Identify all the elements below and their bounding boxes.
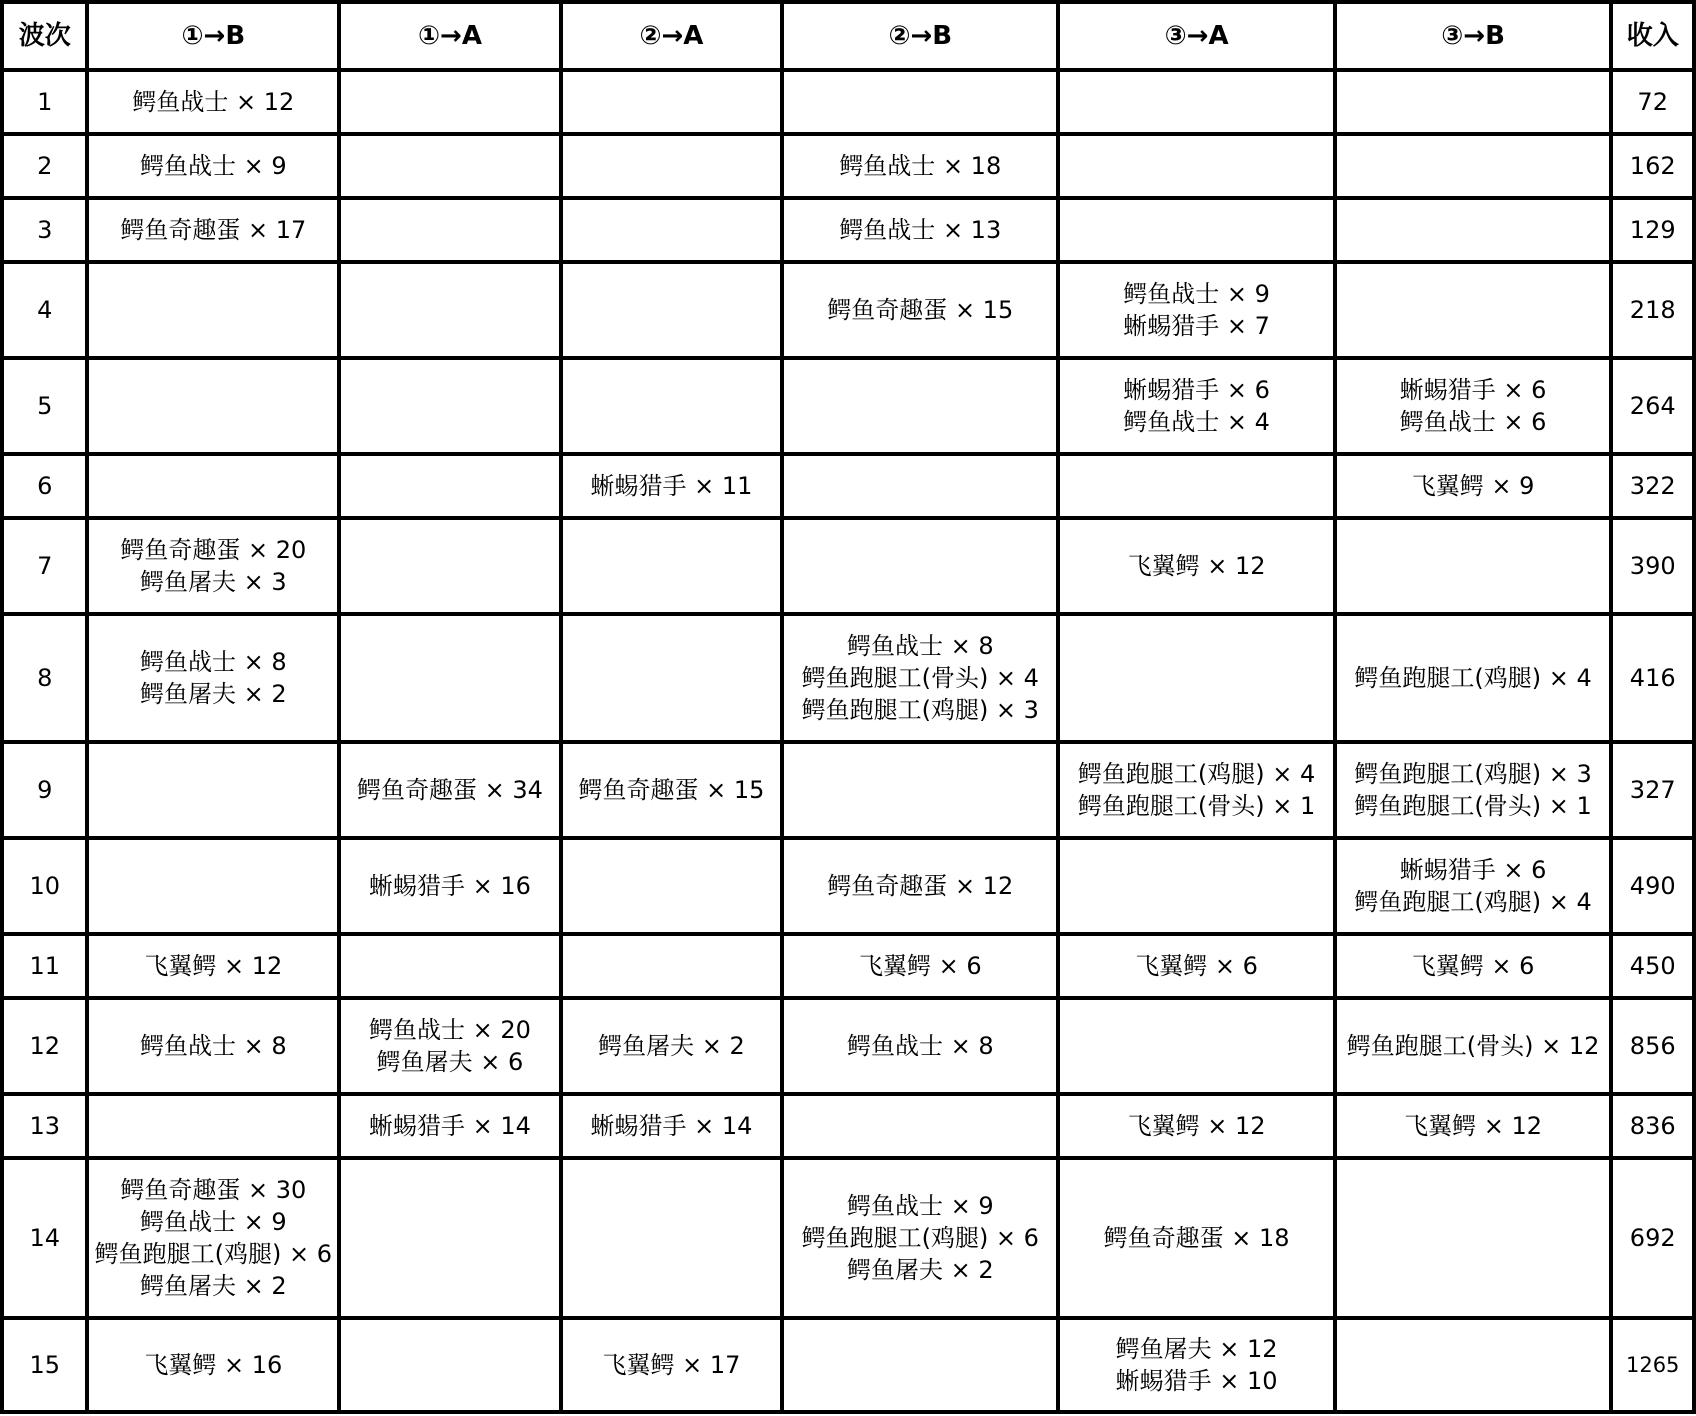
cell-col-3-b — [1335, 70, 1612, 134]
enemy-entry: 鳄鱼战士 × 8 — [140, 648, 287, 676]
enemy-entry: 鳄鱼跑腿工(骨头) × 1 — [1354, 792, 1592, 820]
table-row — [2, 742, 1694, 838]
cell-col-3-b — [1335, 262, 1612, 358]
enemy-entry: 鳄鱼屠夫 × 2 — [846, 1256, 994, 1284]
cell-col-2-b — [782, 1158, 1058, 1318]
cell-col-1-b — [87, 742, 339, 838]
enemy-entry: 鳄鱼奇趣蛋 × 17 — [120, 216, 307, 244]
income-value: 490 — [1611, 838, 1694, 934]
cell-col-2-b — [782, 454, 1058, 518]
enemy-entry: 蜥蜴猎手 × 6 — [1123, 376, 1270, 404]
enemy-entry: 鳄鱼屠夫 × 2 — [598, 1032, 745, 1060]
income-value: 856 — [1611, 998, 1694, 1094]
enemy-entry: 鳄鱼战士 × 9 — [140, 152, 287, 180]
income-value: 162 — [1611, 134, 1694, 198]
enemy-entry: 鳄鱼跑腿工(鸡腿) × 4 — [1354, 664, 1592, 692]
cell-col-3-b — [1335, 134, 1612, 198]
cell-col-1-a — [339, 198, 560, 262]
header-col-2-a: ②→A — [561, 2, 782, 70]
cell-col-1-b — [87, 1158, 339, 1318]
table-row — [2, 934, 1694, 998]
enemy-entry: 鳄鱼战士 × 18 — [839, 152, 1002, 180]
cell-col-1-a — [339, 1318, 560, 1412]
income-value: 322 — [1611, 454, 1694, 518]
wave-number: 11 — [2, 934, 87, 998]
cell-col-1-a — [339, 838, 560, 934]
table-row — [2, 262, 1694, 358]
enemy-entry: 鳄鱼跑腿工(鸡腿) × 4 — [1354, 888, 1592, 916]
income-value: 390 — [1611, 518, 1694, 614]
cell-col-2-b — [782, 134, 1058, 198]
enemy-entry: 鳄鱼战士 × 6 — [1399, 408, 1547, 436]
enemy-entry: 蜥蜴猎手 × 6 — [1399, 376, 1547, 404]
cell-col-3-a — [1058, 454, 1334, 518]
enemy-entry: 鳄鱼跑腿工(鸡腿) × 6 — [801, 1224, 1039, 1252]
enemy-entry: 飞翼鳄 × 16 — [144, 1351, 283, 1379]
cell-col-2-a — [561, 518, 782, 614]
enemy-entry: 飞翼鳄 × 6 — [1135, 952, 1258, 980]
table-body — [2, 70, 1694, 1412]
enemy-entry: 鳄鱼奇趣蛋 × 15 — [578, 776, 765, 804]
table-row — [2, 614, 1694, 742]
table-row — [2, 1094, 1694, 1158]
cell-col-1-b — [87, 518, 339, 614]
cell-col-2-b — [782, 934, 1058, 998]
cell-col-1-a — [339, 358, 560, 454]
enemy-entry: 鳄鱼屠夫 × 2 — [140, 1272, 287, 1300]
cell-col-2-a — [561, 1158, 782, 1318]
cell-col-3-b — [1335, 838, 1612, 934]
cell-col-1-a — [339, 998, 560, 1094]
cell-col-3-b — [1335, 934, 1612, 998]
enemy-entry: 蜥蜴猎手 × 7 — [1123, 312, 1270, 340]
wave-number: 7 — [2, 518, 87, 614]
enemy-entry: 鳄鱼战士 × 12 — [132, 88, 295, 116]
enemy-entry: 鳄鱼奇趣蛋 × 34 — [357, 776, 543, 804]
enemy-entry: 鳄鱼战士 × 8 — [846, 1032, 994, 1060]
cell-col-1-b — [87, 1318, 339, 1412]
enemy-entry: 鳄鱼跑腿工(鸡腿) × 6 — [94, 1240, 333, 1268]
enemy-entry: 飞翼鳄 × 12 — [1404, 1112, 1543, 1140]
enemy-entry: 蜥蜴猎手 × 6 — [1399, 856, 1547, 884]
enemy-entry: 蜥蜴猎手 × 14 — [590, 1112, 753, 1140]
table-row — [2, 358, 1694, 454]
cell-col-2-b — [782, 838, 1058, 934]
wave-number: 13 — [2, 1094, 87, 1158]
wave-number: 6 — [2, 454, 87, 518]
cell-col-3-a — [1058, 934, 1334, 998]
cell-col-1-b — [87, 998, 339, 1094]
table-row — [2, 1318, 1694, 1412]
cell-col-1-a — [339, 742, 560, 838]
cell-col-2-a — [561, 614, 782, 742]
cell-col-3-b — [1335, 1094, 1612, 1158]
enemy-entry: 鳄鱼奇趣蛋 × 30 — [120, 1176, 307, 1204]
income-value: 692 — [1611, 1158, 1694, 1318]
cell-col-2-b — [782, 1094, 1058, 1158]
enemy-entry: 飞翼鳄 × 17 — [602, 1351, 741, 1379]
income-value: 72 — [1611, 70, 1694, 134]
cell-col-3-a — [1058, 742, 1334, 838]
cell-col-3-a — [1058, 1158, 1334, 1318]
enemy-entry: 鳄鱼战士 × 8 — [846, 632, 994, 660]
cell-col-3-a — [1058, 838, 1334, 934]
income-value: 416 — [1611, 614, 1694, 742]
enemy-entry: 鳄鱼战士 × 13 — [839, 216, 1002, 244]
enemy-entry: 鳄鱼跑腿工(鸡腿) × 3 — [1354, 760, 1592, 788]
cell-col-3-a — [1058, 998, 1334, 1094]
cell-col-2-b — [782, 358, 1058, 454]
enemy-entry: 鳄鱼战士 × 9 — [846, 1192, 994, 1220]
table-row — [2, 198, 1694, 262]
enemy-entry: 鳄鱼战士 × 9 — [1123, 280, 1270, 308]
cell-col-2-b — [782, 518, 1058, 614]
cell-col-2-b — [782, 742, 1058, 838]
enemy-entry: 飞翼鳄 × 12 — [1127, 1112, 1266, 1140]
cell-col-2-b — [782, 262, 1058, 358]
cell-col-1-b — [87, 262, 339, 358]
enemy-entry: 鳄鱼跑腿工(鸡腿) × 3 — [801, 696, 1039, 724]
enemy-entry: 鳄鱼奇趣蛋 × 15 — [827, 296, 1014, 324]
cell-col-3-b — [1335, 1158, 1612, 1318]
wave-number: 10 — [2, 838, 87, 934]
cell-col-1-b — [87, 934, 339, 998]
income-value: 218 — [1611, 262, 1694, 358]
enemy-entry: 鳄鱼跑腿工(鸡腿) × 4 — [1077, 760, 1316, 788]
cell-col-3-b — [1335, 742, 1612, 838]
cell-col-3-a — [1058, 358, 1334, 454]
enemy-entry: 飞翼鳄 × 6 — [1411, 952, 1535, 980]
enemy-entry: 蜥蜴猎手 × 11 — [590, 472, 753, 500]
cell-col-3-b — [1335, 998, 1612, 1094]
cell-col-3-a — [1058, 262, 1334, 358]
wave-number: 9 — [2, 742, 87, 838]
wave-number: 14 — [2, 1158, 87, 1318]
header-row — [2, 2, 1694, 70]
cell-col-3-b — [1335, 1318, 1612, 1412]
enemy-entry: 鳄鱼屠夫 × 2 — [140, 680, 287, 708]
cell-col-2-a — [561, 262, 782, 358]
cell-col-1-b — [87, 1094, 339, 1158]
wave-number: 3 — [2, 198, 87, 262]
enemy-entry: 飞翼鳄 × 12 — [144, 952, 283, 980]
wave-number: 1 — [2, 70, 87, 134]
enemy-entry: 鳄鱼战士 × 4 — [1123, 408, 1270, 436]
enemy-entry: 鳄鱼奇趣蛋 × 20 — [120, 536, 307, 564]
cell-col-3-a — [1058, 518, 1334, 614]
cell-col-1-b — [87, 134, 339, 198]
cell-col-1-b — [87, 198, 339, 262]
table-row — [2, 518, 1694, 614]
enemy-entry: 鳄鱼奇趣蛋 × 18 — [1103, 1224, 1290, 1252]
header-income: 收入 — [1611, 2, 1694, 70]
cell-col-1-a — [339, 454, 560, 518]
cell-col-1-a — [339, 70, 560, 134]
header-col-1-a: ①→A — [339, 2, 560, 70]
cell-col-3-a — [1058, 134, 1334, 198]
enemy-entry: 鳄鱼战士 × 9 — [140, 1208, 287, 1236]
table-row — [2, 70, 1694, 134]
cell-col-1-b — [87, 454, 339, 518]
enemy-entry: 鳄鱼跑腿工(骨头) × 12 — [1346, 1032, 1600, 1060]
enemy-entry: 鳄鱼战士 × 8 — [140, 1032, 287, 1060]
wave-number: 8 — [2, 614, 87, 742]
table-row — [2, 1158, 1694, 1318]
cell-col-2-a — [561, 358, 782, 454]
income-value: 264 — [1611, 358, 1694, 454]
enemy-entry: 飞翼鳄 × 9 — [1411, 472, 1535, 500]
cell-col-2-b — [782, 614, 1058, 742]
cell-col-3-a — [1058, 198, 1334, 262]
cell-col-2-b — [782, 70, 1058, 134]
cell-col-2-a — [561, 70, 782, 134]
header-wave: 波次 — [2, 2, 87, 70]
cell-col-2-b — [782, 998, 1058, 1094]
wave-number: 12 — [2, 998, 87, 1094]
header-col-3-a: ③→A — [1058, 2, 1334, 70]
cell-col-3-a — [1058, 70, 1334, 134]
enemy-entry: 蜥蜴猎手 × 14 — [369, 1112, 531, 1140]
cell-col-2-a — [561, 134, 782, 198]
cell-col-3-a — [1058, 1318, 1334, 1412]
cell-col-2-a — [561, 838, 782, 934]
cell-col-2-a — [561, 198, 782, 262]
cell-col-2-a — [561, 934, 782, 998]
cell-col-1-a — [339, 614, 560, 742]
enemy-entry: 蜥蜴猎手 × 10 — [1115, 1367, 1278, 1395]
cell-col-3-a — [1058, 1094, 1334, 1158]
enemy-entry: 鳄鱼屠夫 × 6 — [376, 1048, 524, 1076]
table-row — [2, 454, 1694, 518]
cell-col-2-b — [782, 198, 1058, 262]
enemy-entry: 鳄鱼跑腿工(骨头) × 4 — [801, 664, 1039, 692]
income-value: 129 — [1611, 198, 1694, 262]
cell-col-2-b — [782, 1318, 1058, 1412]
enemy-entry: 鳄鱼奇趣蛋 × 12 — [827, 872, 1014, 900]
enemy-entry: 鳄鱼屠夫 × 3 — [140, 568, 287, 596]
cell-col-1-b — [87, 838, 339, 934]
income-value: 327 — [1611, 742, 1694, 838]
cell-col-1-b — [87, 70, 339, 134]
enemy-entry: 蜥蜴猎手 × 16 — [369, 872, 531, 900]
cell-col-3-b — [1335, 518, 1612, 614]
wave-number: 5 — [2, 358, 87, 454]
cell-col-1-a — [339, 134, 560, 198]
cell-col-2-a — [561, 998, 782, 1094]
cell-col-1-a — [339, 262, 560, 358]
cell-col-3-b — [1335, 614, 1612, 742]
enemy-entry: 飞翼鳄 × 6 — [858, 952, 982, 980]
cell-col-2-a — [561, 742, 782, 838]
enemy-entry: 飞翼鳄 × 12 — [1127, 552, 1266, 580]
income-value: 450 — [1611, 934, 1694, 998]
cell-col-1-a — [339, 934, 560, 998]
table-row — [2, 134, 1694, 198]
cell-col-3-a — [1058, 614, 1334, 742]
cell-col-2-a — [561, 1318, 782, 1412]
enemy-entry: 鳄鱼屠夫 × 12 — [1115, 1335, 1278, 1363]
cell-col-1-a — [339, 1094, 560, 1158]
cell-col-3-b — [1335, 454, 1612, 518]
cell-col-1-b — [87, 614, 339, 742]
income-value: 836 — [1611, 1094, 1694, 1158]
wave-number: 4 — [2, 262, 87, 358]
table-row — [2, 998, 1694, 1094]
enemy-entry: 鳄鱼跑腿工(骨头) × 1 — [1077, 792, 1316, 820]
cell-col-1-b — [87, 358, 339, 454]
cell-col-2-a — [561, 1094, 782, 1158]
cell-col-1-a — [339, 1158, 560, 1318]
cell-col-2-a — [561, 454, 782, 518]
cell-col-3-b — [1335, 358, 1612, 454]
wave-number: 15 — [2, 1318, 87, 1412]
enemy-entry: 鳄鱼战士 × 20 — [369, 1016, 531, 1044]
cell-col-3-b — [1335, 198, 1612, 262]
income-value: 1265 — [1611, 1318, 1694, 1412]
header-col-2-b: ②→B — [782, 2, 1058, 70]
cell-col-1-a — [339, 518, 560, 614]
wave-number: 2 — [2, 134, 87, 198]
table-row — [2, 838, 1694, 934]
header-col-3-b: ③→B — [1335, 2, 1612, 70]
header-col-1-b: ①→B — [87, 2, 339, 70]
